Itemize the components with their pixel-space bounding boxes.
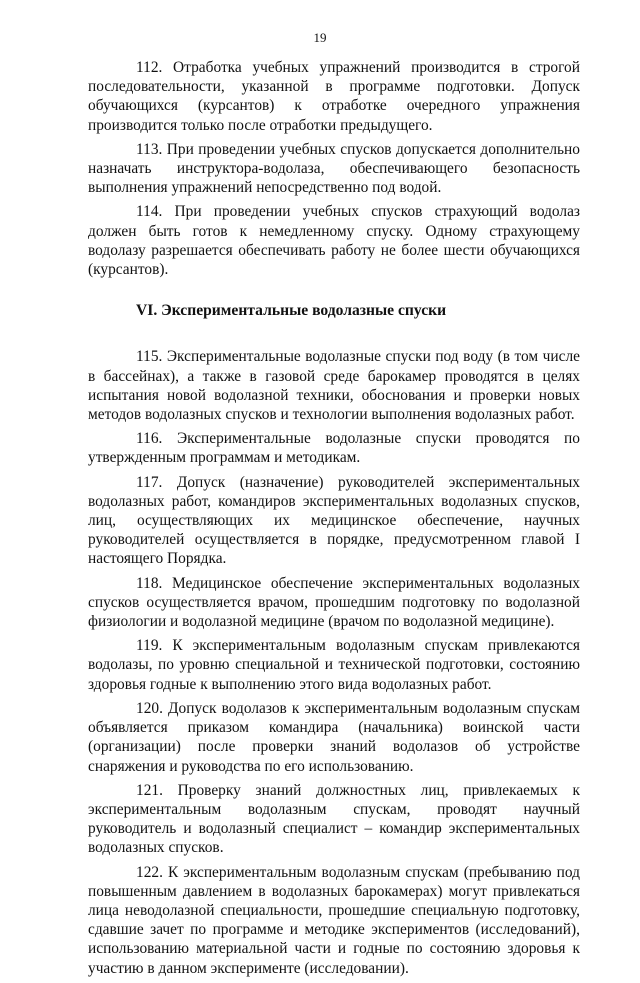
paragraph-116: 116. Экспериментальные водолазные спуски проводятся по утвержденным программам и методикам. bbox=[88, 430, 580, 467]
paragraph-117: 117. Допуск (назначение) руководителей экспериментальных водолазных работ, командиров экспериментальных водолазных спусков, лиц, осуществляющих их медицинское обеспечение, научных руководителей осуществляется в порядке, предусмотренном главой I настоящего Порядка. bbox=[88, 473, 580, 568]
section-title: VI. Экспериментальные водолазные спуски bbox=[136, 302, 447, 320]
paragraph-115: 115. Экспериментальные водолазные спуски под воду (в том числе в бассейнах), а также в газовой среде барокамер проводятся в целях испытания новой водолазной техники, обоснования и проверки новых методов водолазных спусков и технологии выполнения водолазных работ. bbox=[88, 348, 580, 424]
paragraph-122: 122. К экспериментальным водолазным спускам (пребыванию под повышенным давлением в водолазных барокамерах) могут привлекаться лица неводолазной специальности, прошедшие специальную подготовку, сдавшие зачет по программе и методике экспериментов (исследований), использованию материальной части и годные по состоянию здоровья к участию в данном эксперименте (исследовании). bbox=[88, 863, 580, 977]
document-body bbox=[88, 58, 580, 983]
paragraph-119: 119. К экспериментальным водолазным спускам привлекаются водолазы, по уровню специальной и технической подготовки, состоянию здоровья годные к выполнению этого вида водолазных работ. bbox=[88, 637, 580, 693]
paragraph-121: 121. Проверку знаний должностных лиц, привлекаемых к экспериментальным водолазным спускам, проводят научный руководитель и водолазный специалист – командир экспериментальных водолазных спусков. bbox=[88, 781, 580, 857]
paragraph-118: 118. Медицинское обеспечение экспериментальных водолазных спусков осуществляется врачом, прошедшим подготовку по водолазной физиологии и водолазной медицине (врачом по водолазной медицине). bbox=[88, 574, 580, 631]
paragraph-112: 112. Отработка учебных упражнений производится в строгой последовательности, указанной в программе подготовки. Допуск обучающихся (курсантов) к отработке очередного упражнения производится только после отработки предыдущего. bbox=[88, 59, 580, 134]
page-number: 19 bbox=[313, 30, 327, 45]
paragraph-120: 120. Допуск водолазов к экспериментальным водолазным спускам объявляется приказом командира (начальника) воинской части (организации) после проверки знаний водолазов об устройстве снаряжения и руководства по его использованию. bbox=[88, 699, 580, 775]
paragraph-113: 113. При проведении учебных спусков допускается дополнительно назначать инструктора-водолаза, обеспечивающего безопасность выполнения упражнений непосредственно под водой. bbox=[88, 140, 580, 197]
paragraph-114: 114. При проведении учебных спусков страхующий водолаз должен быть готов к немедленному спуску. Одному страхующему водолазу разрешается обеспечивать работу не более шести обучающихся (курсантов). bbox=[88, 203, 580, 279]
